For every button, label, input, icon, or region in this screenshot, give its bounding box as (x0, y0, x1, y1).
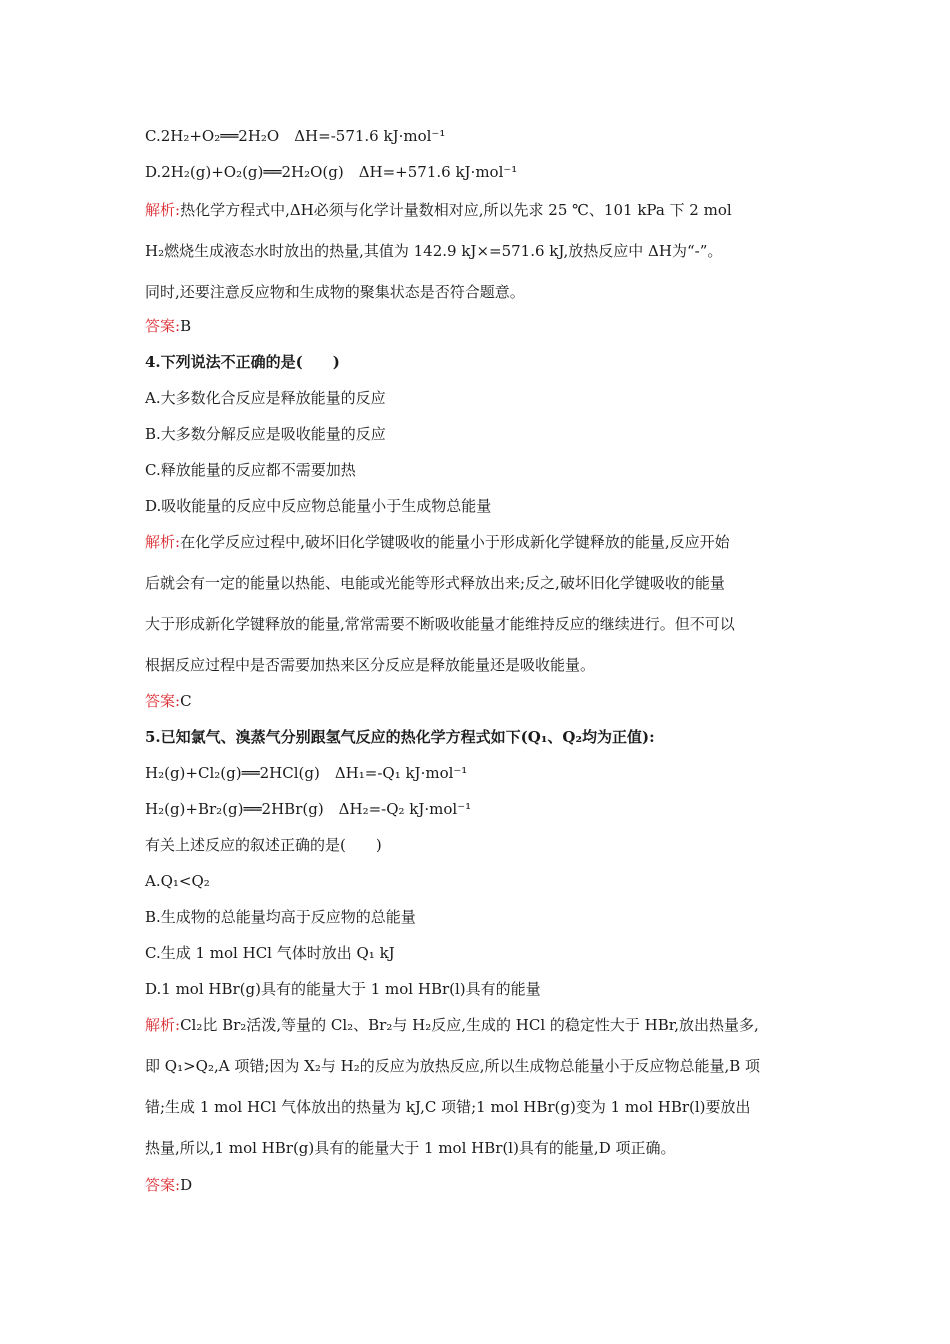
option-c-line: C.2H₂+O₂══2H₂O ΔH=-571.6 kJ·mol⁻¹ (145, 127, 446, 145)
option-c-line: C.生成 1 mol HCl 气体时放出 Q₁ kJ (145, 944, 395, 962)
analysis-line: H₂燃烧生成液态水时放出的热量,其值为 142.9 kJ×=571.6 kJ,放热反应中 ΔH为“-”。 (145, 242, 723, 260)
analysis-line: 热量,所以,1 mol HBr(g)具有的能量大于 1 mol HBr(l)具有的能量,D 项正确。 (145, 1139, 676, 1157)
answer-label: 答案: (145, 1176, 181, 1194)
analysis-label: 解析: (145, 533, 181, 551)
equation-line: H₂(g)+Cl₂(g)══2HCl(g) ΔH₁=-Q₁ kJ·mol⁻¹ (145, 764, 468, 782)
option-b-line: B.生成物的总能量均高于反应物的总能量 (145, 908, 416, 926)
answer-line: 答案:B (145, 317, 192, 335)
analysis-line: 解析:Cl₂比 Br₂活泼,等量的 Cl₂、Br₂与 H₂反应,生成的 HCl 的稳定性大于 HBr,放出热量多, (145, 1016, 759, 1034)
question-4-stem: 4.下列说法不正确的是( ) (145, 353, 340, 371)
analysis-line: 解析:热化学方程式中,ΔH必须与化学计量数相对应,所以先求 25 ℃、101 kPa 下 2 mol (145, 201, 732, 219)
answer-line: 答案:D (145, 1176, 193, 1194)
option-d-line: D.1 mol HBr(g)具有的能量大于 1 mol HBr(l)具有的能量 (145, 980, 541, 998)
equation-line: H₂(g)+Br₂(g)══2HBr(g) ΔH₂=-Q₂ kJ·mol⁻¹ (145, 800, 472, 818)
answer-label: 答案: (145, 317, 181, 335)
analysis-label: 解析: (145, 1016, 181, 1034)
analysis-line: 后就会有一定的能量以热能、电能或光能等形式释放出来;反之,破坏旧化学键吸收的能量 (145, 574, 725, 592)
question-5-stem: 5.已知氯气、溴蒸气分别跟氢气反应的热化学方程式如下(Q₁、Q₂均为正值): (145, 728, 655, 746)
option-d-line: D.吸收能量的反应中反应物总能量小于生成物总能量 (145, 497, 492, 515)
answer-line: 答案:C (145, 692, 192, 710)
analysis-line: 根据反应过程中是否需要加热来区分反应是释放能量还是吸收能量。 (145, 656, 596, 674)
option-c-line: C.释放能量的反应都不需要加热 (145, 461, 356, 479)
answer-label: 答案: (145, 692, 181, 710)
analysis-line: 解析:在化学反应过程中,破坏旧化学键吸收的能量小于形成新化学键释放的能量,反应开始 (145, 533, 730, 551)
question-prompt: 有关上述反应的叙述正确的是( ) (145, 836, 382, 854)
analysis-line: 即 Q₁>Q₂,A 项错;因为 X₂与 H₂的反应为放热反应,所以生成物总能量小于反应物总能量,B 项 (145, 1057, 761, 1075)
option-b-line: B.大多数分解反应是吸收能量的反应 (145, 425, 386, 443)
option-a-line: A.Q₁<Q₂ (145, 872, 210, 890)
analysis-line: 同时,还要注意反应物和生成物的聚集状态是否符合题意。 (145, 283, 525, 301)
analysis-label: 解析: (145, 201, 181, 219)
option-a-line: A.大多数化合反应是释放能量的反应 (145, 389, 386, 407)
analysis-line: 大于形成新化学键释放的能量,常常需要不断吸收能量才能维持反应的继续进行。但不可以 (145, 615, 735, 633)
analysis-line: 错;生成 1 mol HCl 气体放出的热量为 kJ,C 项错;1 mol HBr(g)变为 1 mol HBr(l)要放出 (145, 1098, 751, 1116)
option-d-line: D.2H₂(g)+O₂(g)══2H₂O(g) ΔH=+571.6 kJ·mol⁻¹ (145, 163, 518, 181)
